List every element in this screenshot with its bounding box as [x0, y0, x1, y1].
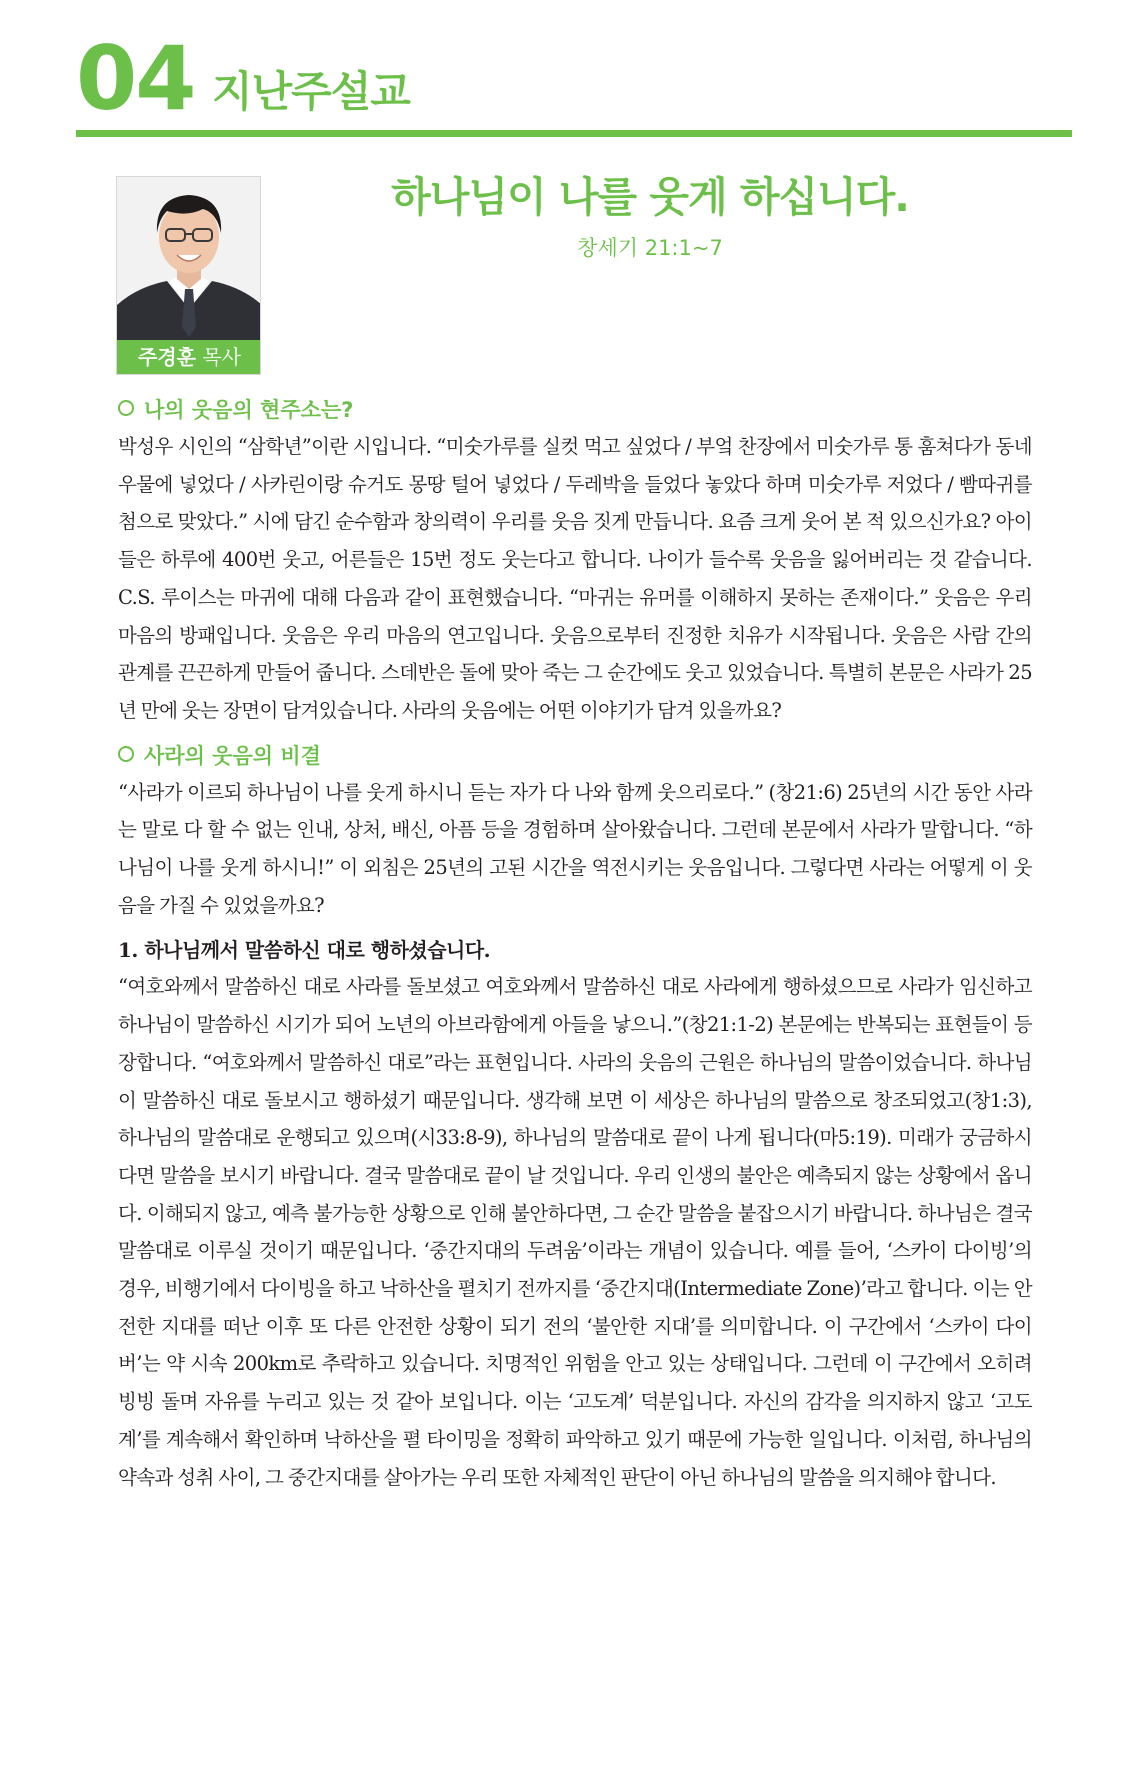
section-title: 지난주설교: [212, 67, 410, 116]
paragraph-3: “여호와께서 말씀하신 대로 사라를 돌보셨고 여호와께서 말씀하신 대로 사라에게 행하셨으므로 사라가 임신하고 하나님이 말씀하신 시기가 되어 노년의 아브라함에게 아들을 낳으니.”(창21:1-2) 본문에는 반복되는 표현들이 등장합니다. “여호와께서 말씀하신 대로”라는 표현입니다. 사라의 웃음의 근원은 하나님의 말씀이었습니다. 하나님이 말씀하신 대로 돌보시고 행하셨기 때문입니다. 생각해 보면 이 세상은 하나님의 말씀으로 창조되었고(창1:3), 하나님의 말씀대로 운행되고 있으며(시33:8-9), 하나님의 말씀대로 끝이 나게 됩니다(마5:19). 미래가 궁금하시다면 말씀을 보시기 바랍니다. 결국 말씀대로 끝이 날 것입니다. 우리 인생의 불안은 예측되지 않는 상황에서 옵니다. 이해되지 않고, 예측 불가능한 상황으로 인해 불안하다면, 그 순간 말씀을 붙잡으시기 바랍니다. 하나님은 결국 말씀대로 이루실 것이기 때문입니다. ‘중간지대의 두려움’이라는 개념이 있습니다. 예를 들어, ‘스카이 다이빙’의 경우, 비행기에서 다이빙을 하고 낙하산을 펼치기 전까지를 ‘중간지대(Intermediate Zone)’라고 합니다. 이는 안전한 지대를 떠난 이후 또 다른 안전한 상황이 되기 전의 ‘불안한 지대’를 의미합니다. 이 구간에서 ‘스카이 다이버’는 약 시속 200km로 추락하고 있습니다. 치명적인 위험을 안고 있는 상태입니다. 그런데 이 구간에서 오히려 빙빙 돌며 자유를 누리고 있는 것 같아 보입니다. 이는 ‘고도계’ 덕분입니다. 자신의 감각을 의지하지 않고 ‘고도계’를 계속해서 확인하며 낙하산을 펼 타이밍을 정확히 파악하고 있기 때문에 가능한 일입니다. 이처럼, 하나님의 약속과 성취 사이, 그 중간지대를 살아가는 우리 또한 자체적인 판단이 아닌 하나님의 말씀을 의지해야 합니다.: [118, 975, 1032, 1489]
subheading-2: [118, 738, 1032, 774]
point-1-heading: 1. 하나님께서 말씀하신 대로 행하셨습니다.: [118, 938, 491, 963]
section-number: 04: [76, 27, 195, 130]
header-divider: [76, 130, 1072, 137]
circle-bullet-icon: [118, 746, 134, 762]
subheading-1-text: 나의 웃음의 현주소는?: [144, 398, 354, 422]
sermon-title: 하나님이 나를 웃게 하십니다.: [391, 173, 909, 221]
pastor-photo-card: [116, 176, 261, 375]
circle-bullet-icon: [118, 400, 134, 416]
page-header: [76, 27, 1072, 144]
subheading-2-text: 사라의 웃음의 비결: [144, 743, 321, 768]
scripture-reference: 창세기 21:1~7: [577, 236, 723, 260]
pastor-name-label: [117, 340, 261, 374]
pastor-portrait-image: [117, 177, 261, 342]
pastor-name: 주경훈: [138, 345, 196, 369]
paragraph-2: “사라가 이르되 하나님이 나를 웃게 하시니 듣는 자가 다 나와 함께 웃으리로다.” (창21:6) 25년의 시간 동안 사라는 말로 다 할 수 없는 인내, 상처, 배신, 아픔 등을 경험하며 살아왔습니다. 그런데 본문에서 사라가 말합니다. “하나님이 나를 웃게 하시니!” 이 외침은 25년의 고된 시간을 역전시키는 웃음입니다. 그렇다면 사라는 어떻게 이 웃음을 가질 수 있었을까요?: [118, 780, 1032, 917]
pastor-role: 목사: [202, 345, 241, 369]
subheading-1: [118, 392, 1032, 428]
paragraph-1: 박성우 시인의 “삼학년”이란 시입니다. “미숫가루를 실컷 먹고 싶었다 / 부엌 찬장에서 미숫가루 통 훔쳐다가 동네 우물에 넣었다 / 사카린이랑 슈거도 몽땅 털어 넣었다 / 두레박을 들었다 놓았다 하며 미숫가루 저었다 / 빰따귀를 첨으로 맞았다.” 시에 담긴 순수함과 창의력이 우리를 웃음 짓게 만듭니다. 요즘 크게 웃어 본 적 있으신가요? 아이들은 하루에 400번 웃고, 어른들은 15번 정도 웃는다고 합니다. 나이가 들수록 웃음을 잃어버리는 것 같습니다. C.S. 루이스는 마귀에 대해 다음과 같이 표현했습니다. “마귀는 유머를 이해하지 못하는 존재이다.” 웃음은 우리 마음의 방패입니다. 웃음은 우리 마음의 연고입니다. 웃음으로부터 진정한 치유가 시작됩니다. 웃음은 사람 간의 관계를 끈끈하게 만들어 줍니다. 스데반은 돌에 맞아 죽는 그 순간에도 웃고 있었습니다. 특별히 본문은 사라가 25년 만에 웃는 장면이 담겨있습니다. 사라의 웃음에는 어떤 이야기가 담겨 있을까요?: [118, 435, 1032, 722]
sermon-body: [118, 392, 1032, 1504]
